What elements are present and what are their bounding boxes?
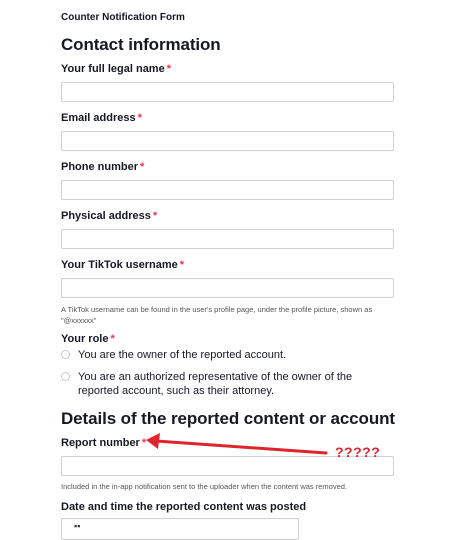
phone-input[interactable] <box>61 180 394 200</box>
radio-label: You are the owner of the reported account. <box>78 349 287 361</box>
radio-button[interactable] <box>61 350 70 359</box>
full-name-label: Your full legal name * <box>61 63 171 75</box>
report-number-helper-text: Included in the in-app notification sent to the uploader when the content was removed. <box>61 482 348 491</box>
required-asterisk: * <box>137 112 142 124</box>
required-asterisk: * <box>141 437 147 449</box>
phone-label: Phone number * <box>61 161 145 173</box>
full-name-input[interactable] <box>61 82 394 102</box>
radio-label: You are an authorized representative of the owner of the reported account, such as their attorney. <box>78 371 353 397</box>
email-input[interactable] <box>61 131 394 151</box>
required-asterisk: * <box>110 333 115 345</box>
username-label: Your TikTok username * <box>61 259 185 271</box>
address-input[interactable] <box>61 229 394 249</box>
role-option-owner[interactable] <box>61 348 381 362</box>
required-asterisk: * <box>179 259 185 271</box>
username-input[interactable] <box>61 278 394 298</box>
required-asterisk: * <box>152 210 158 222</box>
required-asterisk: * <box>166 63 171 75</box>
radio-button[interactable] <box>61 372 70 381</box>
role-label: Your role * <box>61 333 115 345</box>
username-helper-text: A TikTok username can be found in the user's profile page, under the profile picture, shown as "@xxxxxx" <box>61 305 373 325</box>
date-time-label: Date and time the reported content was posted <box>61 501 307 513</box>
address-label: Physical address * <box>61 210 158 222</box>
required-asterisk: * <box>140 161 145 173</box>
section-heading-contact: Contact information <box>61 35 221 54</box>
form-title: Counter Notification Form <box>61 12 185 23</box>
section-heading-details: Details of the reported content or account <box>61 409 395 428</box>
date-time-input[interactable] <box>61 518 299 540</box>
role-option-representative[interactable] <box>61 370 381 398</box>
annotation-question-marks: ????? <box>335 444 381 460</box>
email-label: Email address * <box>61 112 142 124</box>
calendar-icon: ▪▪ <box>74 521 81 531</box>
report-number-label: Report number * <box>61 437 147 449</box>
